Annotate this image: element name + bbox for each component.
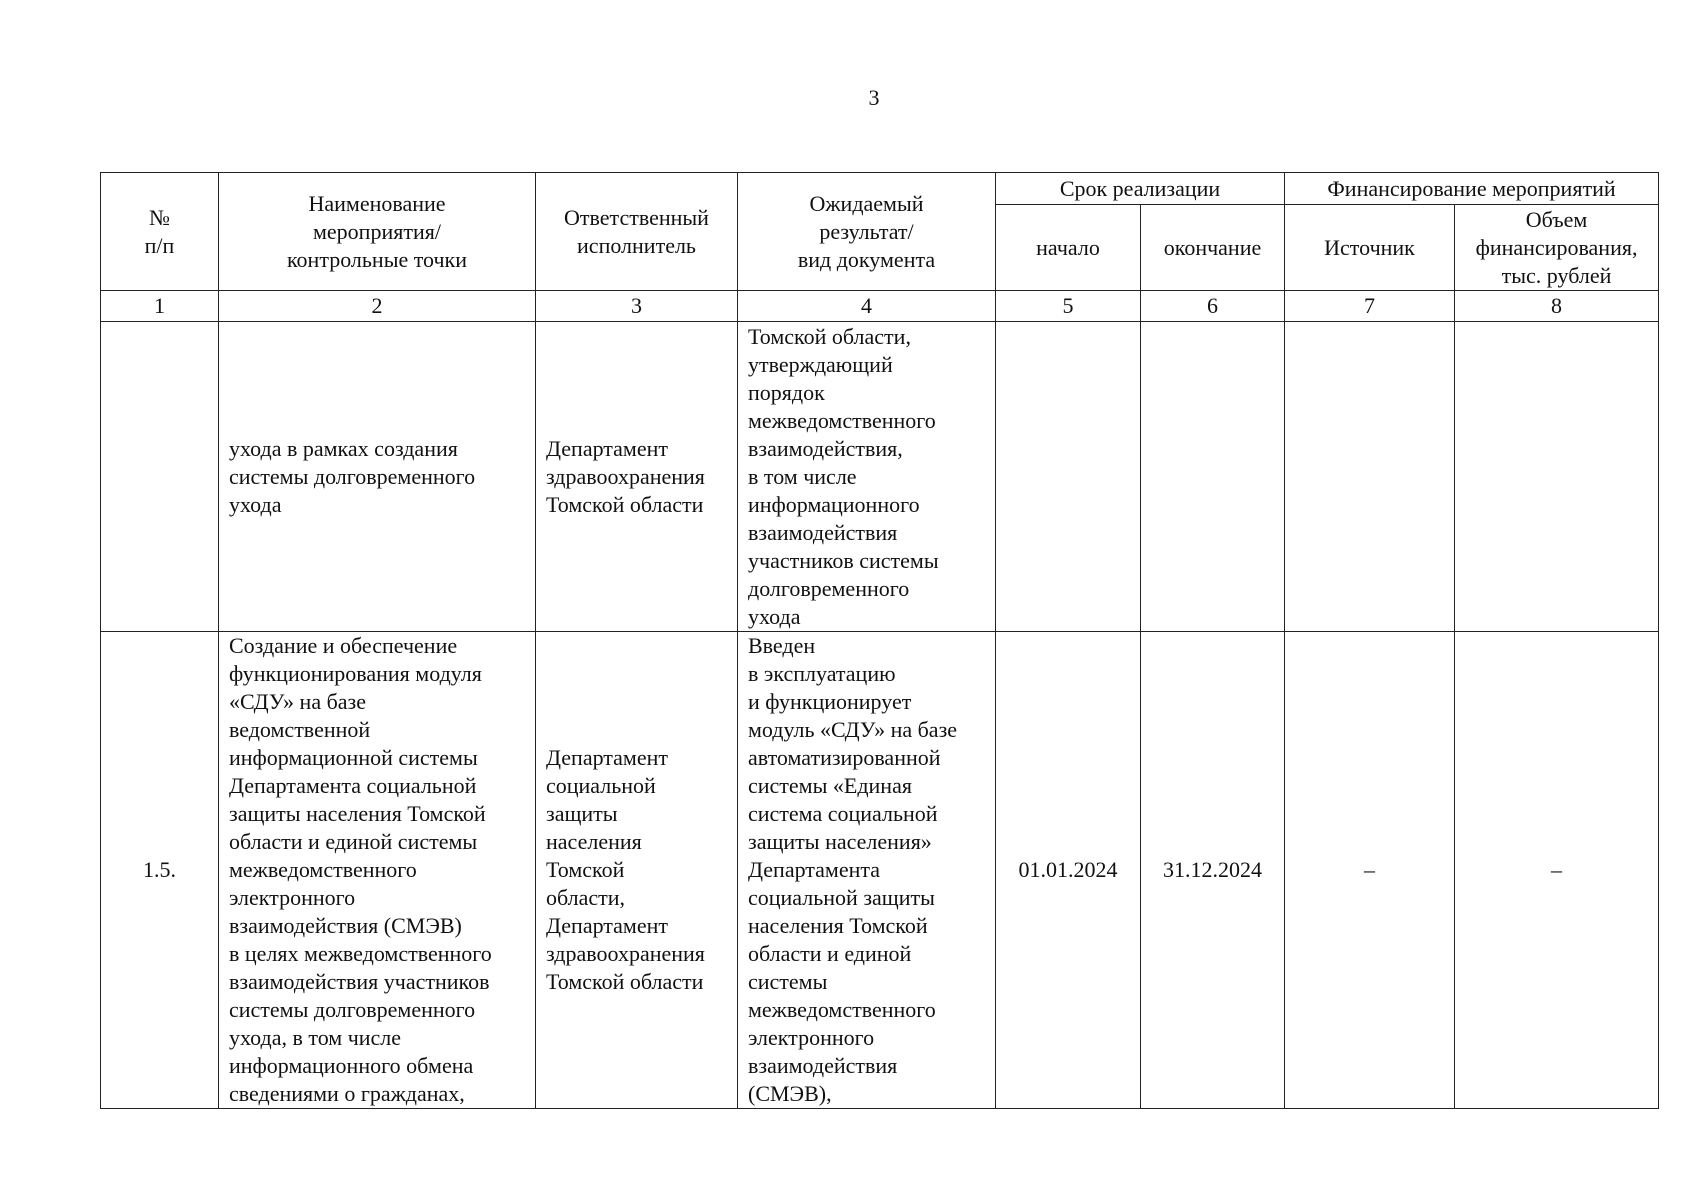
row-end: 31.12.2024 (1141, 632, 1285, 1109)
row-name: ухода в рамках создания системы долговременного ухода (219, 322, 536, 632)
row-volume (1455, 322, 1659, 632)
row-result: Введен в эксплуатацию и функционирует модуль «СДУ» на базе автоматизированной системы «Единая система социальной защиты населения» Департамента социальной защиты населения Томской области и единой системы межведомственного электронного взаимодействия (СМЭВ), (738, 632, 996, 1109)
header-start: начало (996, 205, 1141, 291)
row-num: 1.5. (101, 632, 219, 1109)
header-result: Ожидаемый результат/ вид документа (738, 173, 996, 291)
header-num: № п/п (101, 173, 219, 291)
row-start (996, 322, 1141, 632)
row-source: – (1285, 632, 1455, 1109)
row-end (1141, 322, 1285, 632)
row-executor: Департамент здравоохранения Томской области (536, 322, 738, 632)
row-source (1285, 322, 1455, 632)
column-number: 7 (1285, 291, 1455, 322)
table-row (101, 632, 1659, 1109)
row-result: Томской области, утверждающий порядок межведомственного взаимодействия, в том числе информационного взаимодействия участников системы долговременного ухода (738, 322, 996, 632)
column-number-row (101, 291, 1659, 322)
row-volume: – (1455, 632, 1659, 1109)
header-term-group: Срок реализации (996, 173, 1285, 205)
header-name: Наименование мероприятия/ контрольные точки (219, 173, 536, 291)
activities-table (100, 172, 1659, 1109)
row-start: 01.01.2024 (996, 632, 1141, 1109)
column-number: 5 (996, 291, 1141, 322)
column-number: 1 (101, 291, 219, 322)
column-number: 6 (1141, 291, 1285, 322)
table-row (101, 322, 1659, 632)
column-number: 8 (1455, 291, 1659, 322)
row-name: Создание и обеспечение функционирования модуля «СДУ» на базе ведомственной информационной системы Департамента социальной защиты населения Томской области и единой системы межведомственного электронного взаимодействия (СМЭВ) в целях межведомственного взаимодействия участников системы долговременного ухода, в том числе информационного обмена сведениями о гражданах, (219, 632, 536, 1109)
column-number: 2 (219, 291, 536, 322)
header-end: окончание (1141, 205, 1285, 291)
row-executor: Департамент социальной защиты населения Томской области, Департамент здравоохранения Томской области (536, 632, 738, 1109)
header-volume: Объем финансирования, тыс. рублей (1455, 205, 1659, 291)
header-executor: Ответственный исполнитель (536, 173, 738, 291)
header-finance-group: Финансирование мероприятий (1285, 173, 1659, 205)
header-row-top (101, 173, 1659, 205)
header-source: Источник (1285, 205, 1455, 291)
column-number: 3 (536, 291, 738, 322)
page-number: 3 (868, 85, 880, 110)
row-num (101, 322, 219, 632)
column-number: 4 (738, 291, 996, 322)
